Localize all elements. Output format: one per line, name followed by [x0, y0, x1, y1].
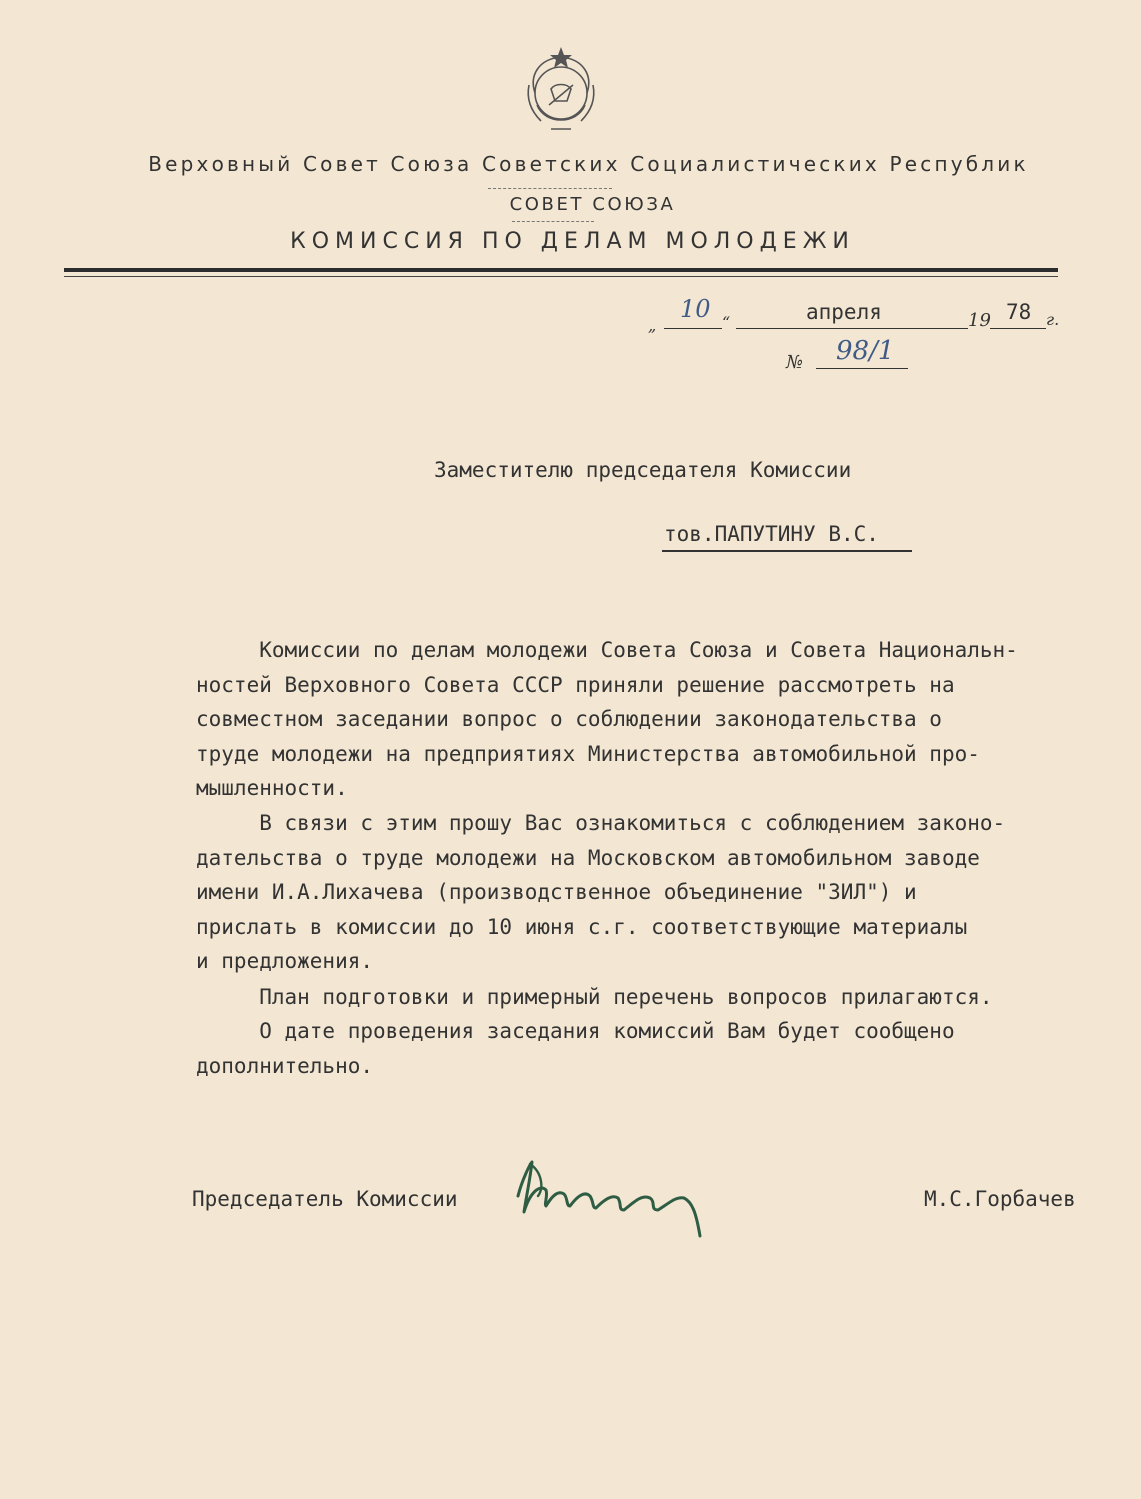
header-commission: КОМИССИЯ ПО ДЕЛАМ МОЛОДЕЖИ: [290, 229, 855, 254]
addressee-name: тов.ПАПУТИНУ В.С.: [664, 522, 879, 546]
date-day-line: [664, 328, 722, 329]
date-year-prefix: 19: [968, 310, 991, 331]
header-rule: [64, 276, 1058, 277]
date-quote-close: “: [722, 313, 731, 332]
header-divider: [512, 221, 594, 222]
handwritten-signature: [500, 1150, 720, 1240]
body-paragraph-1: Комиссии по делам молодежи Совета Союза и Совета Национальн- ностей Верховного Совета СССР приняли решение рассмотреть на совместном заседании вопрос о соблюдении законодательства о труде молодежи на предприятиях Министерства автомобильной про- мышленности.: [196, 638, 1018, 800]
body-paragraph-3: План подготовки и примерный перечень вопросов прилагаются.: [196, 985, 993, 1009]
header-soviet-of-union: СОВЕТ СОЮЗА: [509, 194, 676, 215]
date-month: апреля: [806, 300, 882, 324]
signatory-title: Председатель Комиссии: [192, 1187, 458, 1211]
ussr-emblem-icon: [515, 45, 607, 137]
doc-number-line: [816, 368, 908, 369]
date-year-line: [990, 328, 1046, 329]
date-day: 10: [680, 295, 711, 323]
doc-number-label: №: [786, 352, 804, 373]
date-quote-open: „: [648, 316, 657, 335]
doc-number: 98/1: [836, 336, 895, 366]
date-year: 78: [1006, 300, 1032, 324]
header-rule: [64, 268, 1058, 272]
signatory-name: М.С.Горбачев: [924, 1187, 1076, 1211]
header-divider: [488, 188, 612, 189]
date-year-abbr: г.: [1046, 310, 1060, 329]
addressee-underline: [662, 550, 912, 552]
date-month-line: [736, 328, 968, 329]
header-supreme-soviet: Верховный Совет Союза Советских Социалистических Республик: [148, 152, 1029, 176]
body-paragraph-4: О дате проведения заседания комиссий Вам будет сообщено дополнительно.: [196, 1019, 955, 1078]
body-paragraph-2: В связи с этим прошу Вас ознакомиться с соблюдением законо- дательства о труде молодежи на Московском автомобильном заводе имени И.А.Лихачева (производственное объединение "ЗИЛ") и прислать в комиссии до 10 июня с.г. соответствующие материалы и предложения.: [196, 811, 1006, 973]
addressee-title: Заместителю председателя Комиссии: [434, 458, 852, 482]
